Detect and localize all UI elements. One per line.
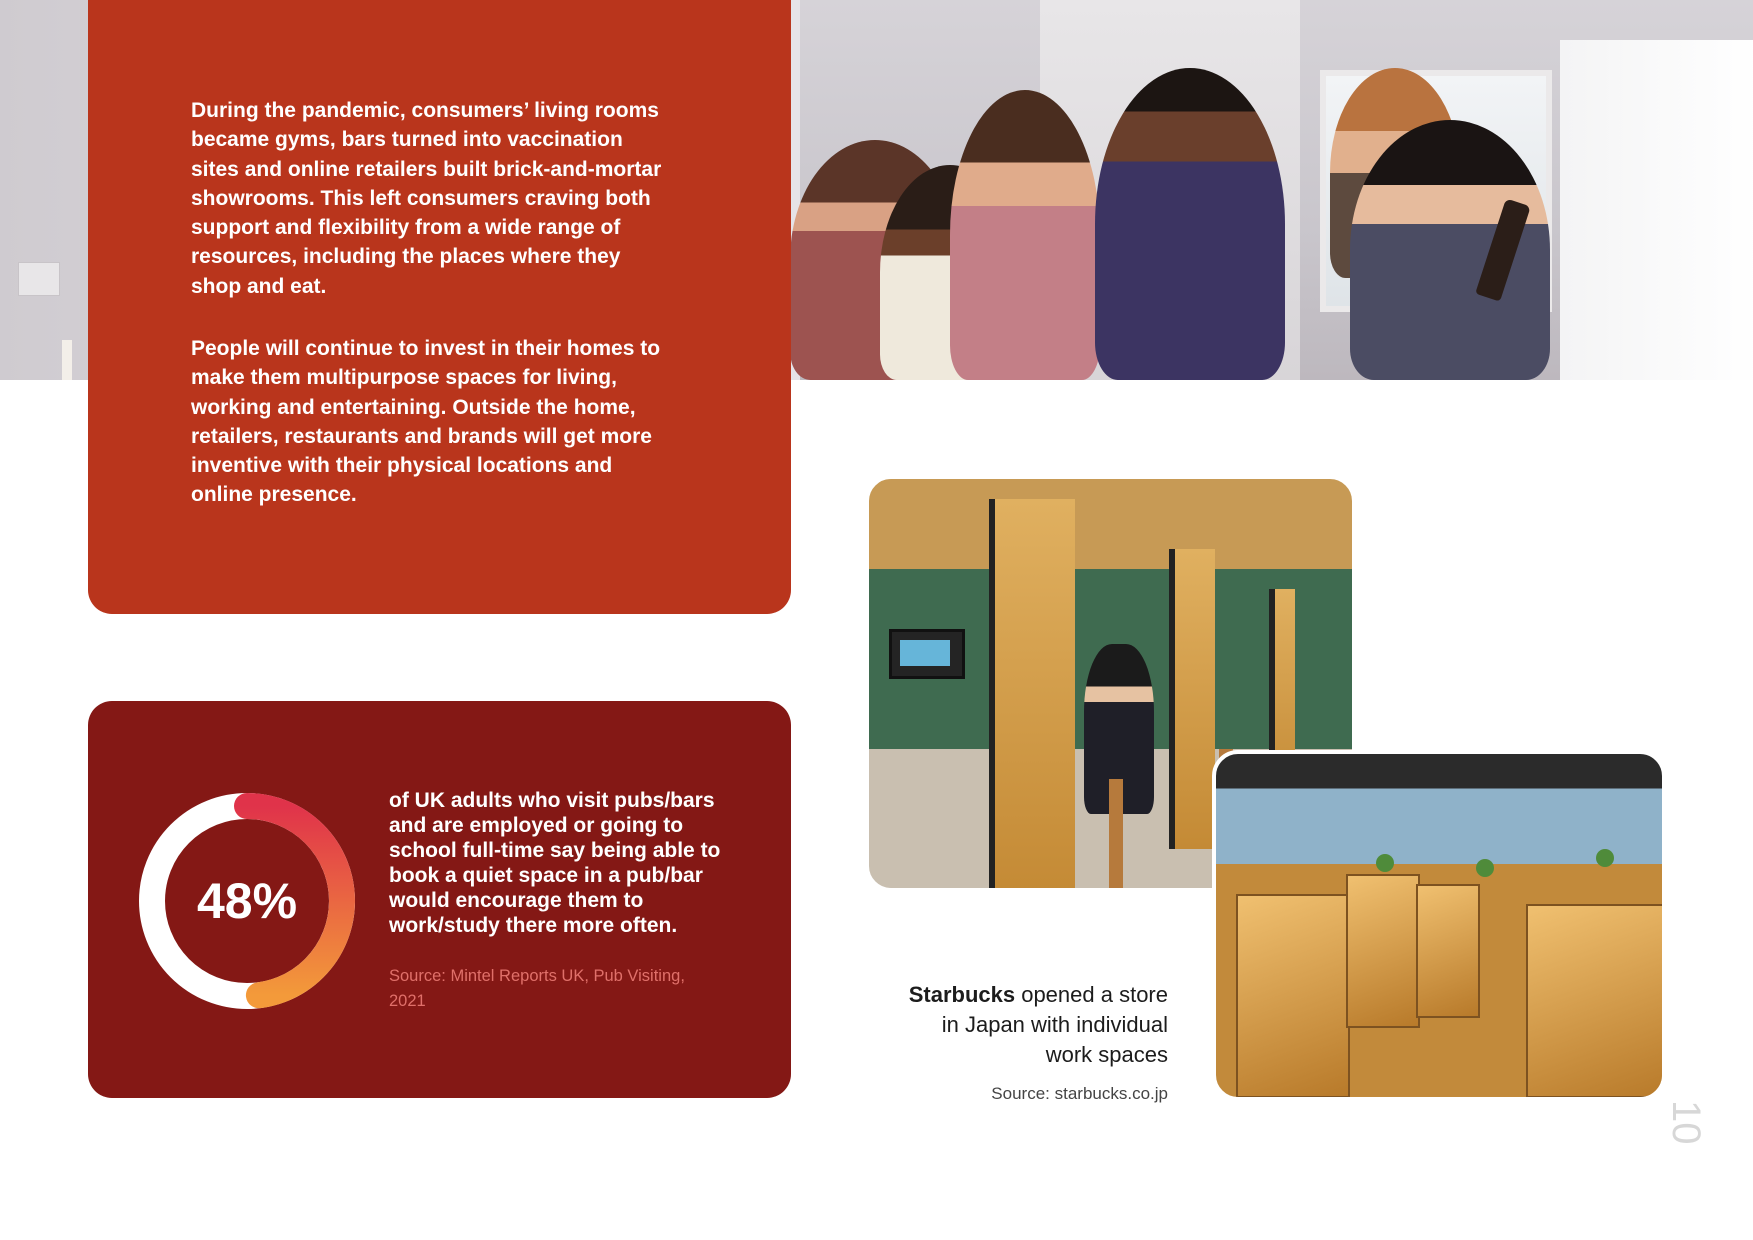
photo-person: [1095, 68, 1285, 380]
photo-plant: [1476, 859, 1494, 877]
photo-booth-panel: [1169, 549, 1215, 849]
photo-wall-screen: [889, 629, 965, 679]
photo-cubicle: [1526, 904, 1666, 1098]
photo-booth-panel: [989, 499, 1075, 892]
case-source: Source: starbucks.co.jp: [991, 1084, 1168, 1103]
photo-plant: [1596, 849, 1614, 867]
intro-paragraph-2: People will continue to invest in their homes to make them multipurpose spaces for living, working and entertaining. Outside the home, retailers, restaurants and brands will get more inventive with their physical locations and online presence.: [191, 337, 661, 507]
case-brand: Starbucks: [908, 982, 1016, 1007]
photo-cubicle: [1346, 874, 1420, 1028]
stat-description: of UK adults who visit pubs/bars and are employed or going to school full-time say being able to book a quiet space in a pub/bar would encourage them to work/study there more often.: [389, 789, 721, 937]
photo-stool: [1109, 779, 1123, 889]
photo-fridge: [1560, 40, 1753, 380]
intro-card: [88, 0, 791, 614]
photo-light-switch: [18, 262, 60, 296]
photo-person: [1350, 120, 1550, 380]
stat-source: Source: Mintel Reports UK, Pub Visiting, 2021: [389, 967, 685, 1010]
photo-starbucks-office: [1212, 750, 1666, 1101]
intro-paragraph-1: During the pandemic, consumers’ living rooms became gyms, bars turned into vaccination sites and online retailers built brick-and-mortar showrooms. This left consumers craving both support and flexibility from a wide range of resources, including the places where they shop and eat.: [191, 99, 662, 298]
photo-plant: [1376, 854, 1394, 872]
case-text: opened a store in Japan with individual work spaces: [941, 982, 1168, 1067]
photo-candle: [62, 340, 72, 380]
case-caption: [900, 980, 1168, 1070]
photo-cubicle: [1236, 894, 1350, 1098]
stat-value: 48%: [196, 873, 298, 929]
photo-cubicle: [1416, 884, 1480, 1018]
photo-person: [950, 90, 1100, 380]
page-number: 10: [1664, 1100, 1708, 1145]
